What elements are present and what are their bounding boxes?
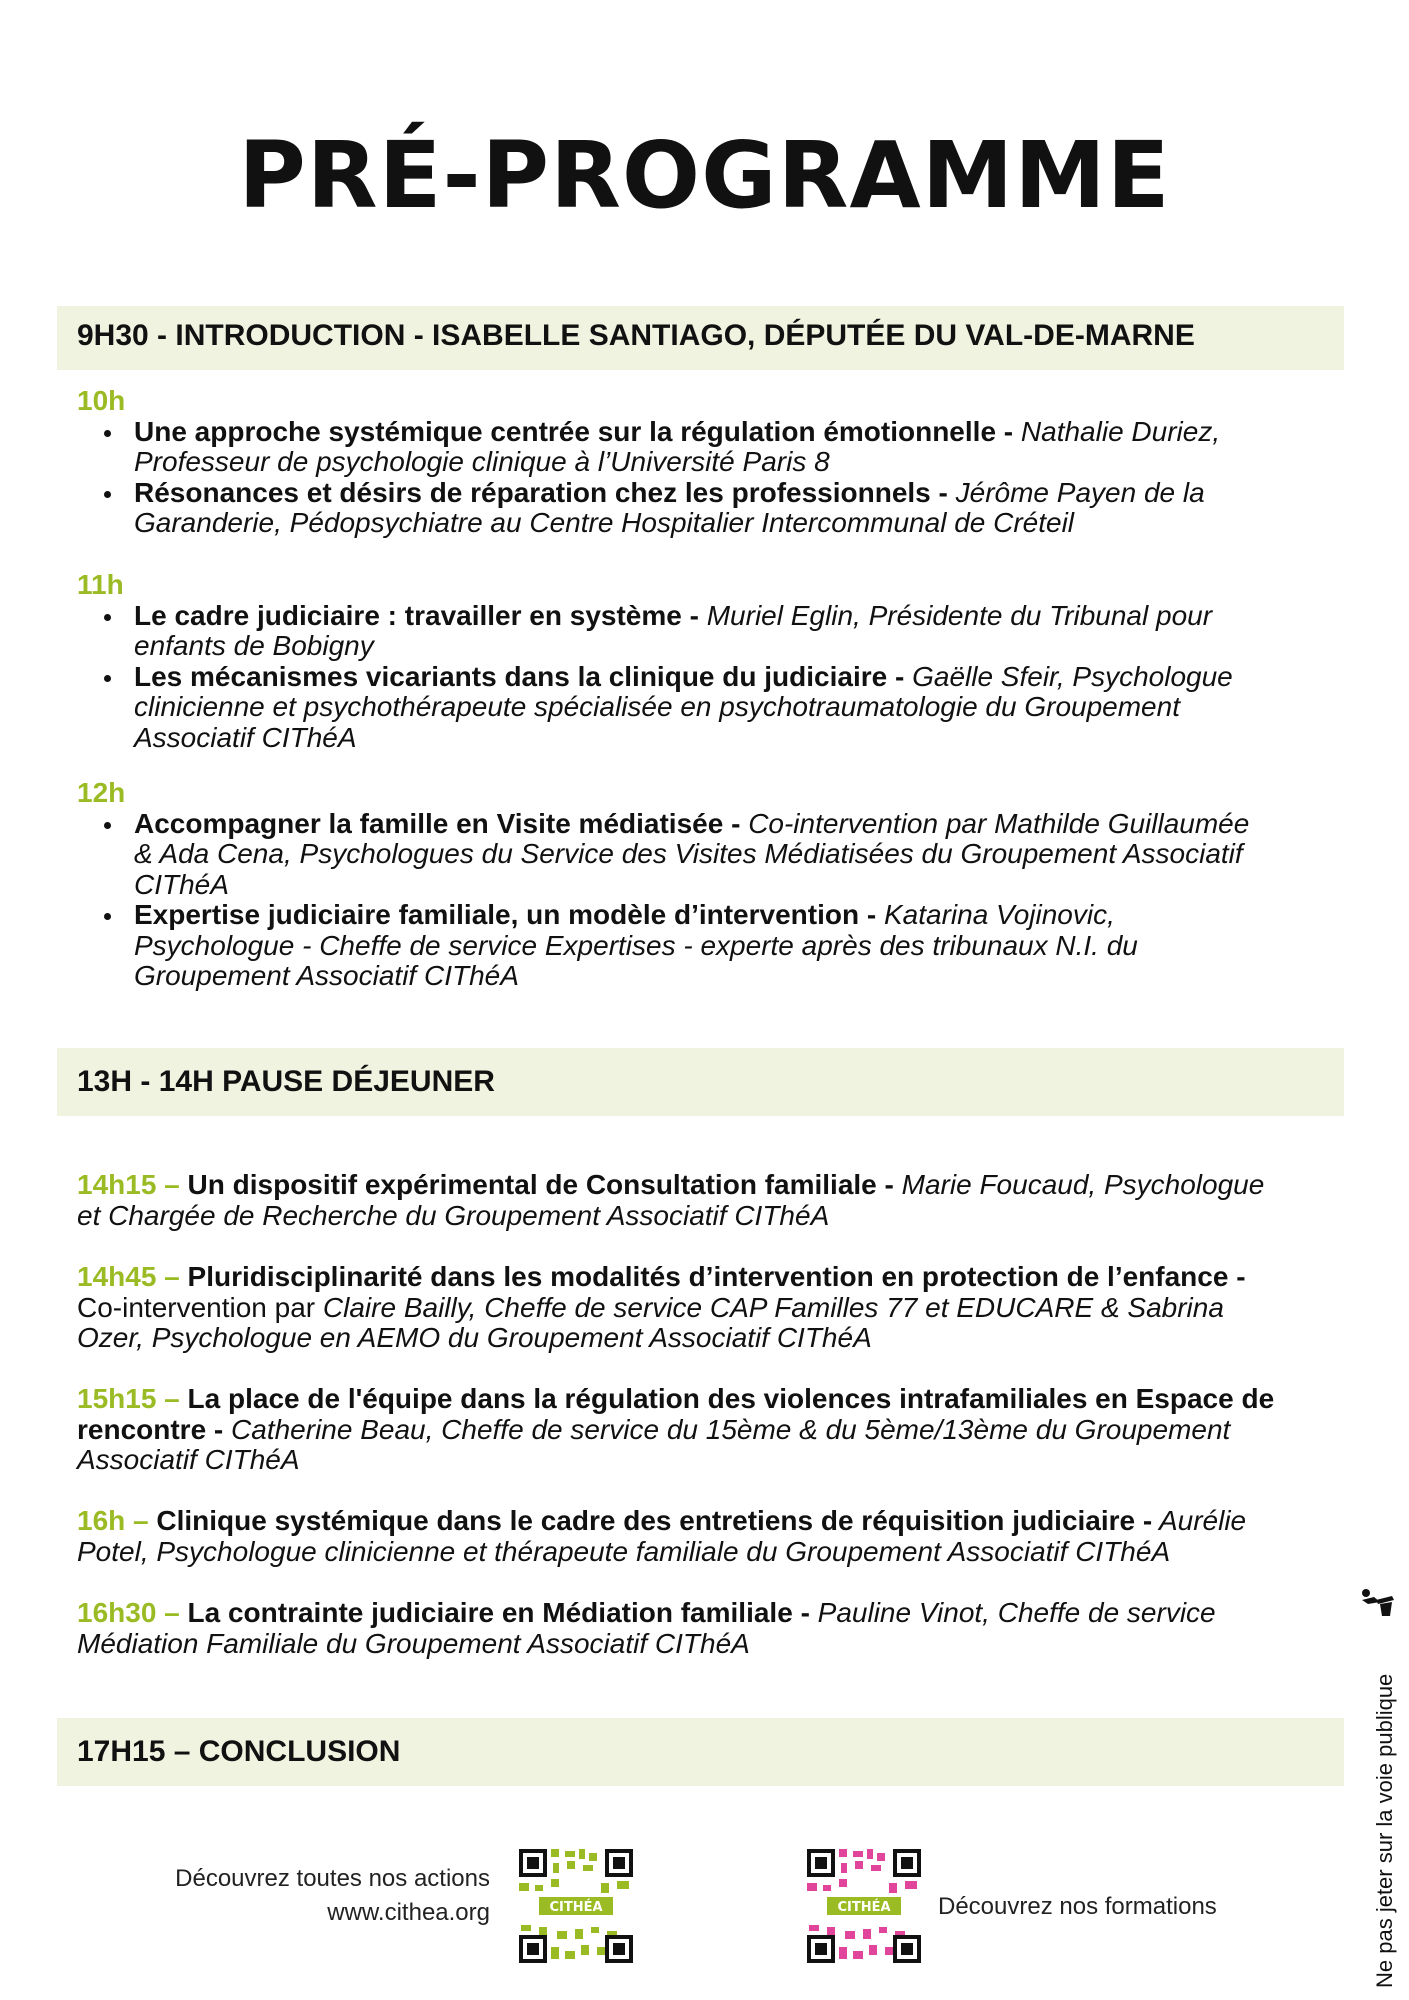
qr-code-formations[interactable] — [805, 1847, 923, 1965]
list-item: Accompagner la famille en Visite médiatisée - Co-intervention par Mathilde Guillaumée & Ada Cena, Psychologues du Service des Visites Médiatisées du Groupement Associatif CIThéA — [77, 809, 1347, 901]
talk-16h30: 16h30 – La contrainte judiciaire en Médiation familiale - Pauline Vinot, Cheffe de service Médiation Familiale du Groupement Associatif CIThéA — [77, 1597, 1216, 1659]
session-11h — [77, 570, 1347, 753]
qr-label: CITHÉA — [837, 1900, 891, 1915]
list-item: Les mécanismes vicariants dans la clinique du judiciaire - Gaëlle Sfeir, Psychologue clinicienne et psychothérapeute spécialisée en psychotraumatologie du Groupement Associatif CIThéA — [77, 662, 1347, 754]
intro-band-text: 9H30 - INTRODUCTION - ISABELLE SANTIAGO, DÉPUTÉE DU VAL-DE-MARNE — [77, 319, 1195, 352]
session-time: 11h — [77, 569, 124, 600]
session-time: 12h — [77, 777, 126, 808]
conclusion-band-text: 17H15 – CONCLUSION — [77, 1735, 401, 1768]
list-item: Le cadre judiciaire : travailler en système - Muriel Eglin, Présidente du Tribunal pour enfants de Bobigny — [77, 601, 1347, 662]
footer-left-text: Découvrez toutes nos actions www.cithea.org — [130, 1862, 490, 1930]
session-12h — [77, 778, 1347, 992]
intro-band — [57, 306, 1344, 370]
list-item: Expertise judiciaire familiale, un modèle d’intervention - Katarina Vojinovic, Psychologue - Cheffe de service Expertises - experte après des tribunaux N.I. du Groupement Associatif CIThéA — [77, 900, 1347, 992]
list-item: Résonances et désirs de réparation chez les professionnels - Jérôme Payen de la Garanderie, Pédopsychiatre au Centre Hospitalier Intercommunal de Créteil — [77, 478, 1347, 539]
qr-code-actions[interactable] — [517, 1847, 635, 1965]
lunch-band-text: 13H - 14H PAUSE DÉJEUNER — [77, 1065, 495, 1098]
talk-16h: 16h – Clinique systémique dans le cadre des entretiens de réquisition judiciaire - Aurélie Potel, Psychologue clinicienne et thérapeute familiale du Groupement Associatif CIThéA — [77, 1505, 1247, 1567]
page-title: PRÉ-PROGRAMME — [238, 122, 1171, 229]
footer-right-text: Découvrez nos formations — [938, 1893, 1217, 1920]
list-item: Une approche systémique centrée sur la régulation émotionnelle - Nathalie Duriez, Professeur de psychologie clinique à l’Université Paris 8 — [77, 417, 1347, 478]
talk-14h45: 14h45 – Pluridisciplinarité dans les modalités d’intervention en protection de l’enfance - Co-intervention par Claire Bailly, Cheffe de service CAP Familles 77 et EDUCARE & Sabrina Ozer, Psychologue en AEMO du Groupement Associatif CIThéA — [77, 1261, 1246, 1353]
qr-label: CITHÉA — [549, 1900, 603, 1915]
conclusion-band — [57, 1718, 1344, 1786]
disposal-notice: Ne pas jeter sur la voie publique — [1372, 1673, 1397, 1988]
website-link[interactable]: www.cithea.org — [327, 1899, 490, 1926]
talk-15h15: 15h15 – La place de l'équipe dans la régulation des violences intrafamiliales en Espace de rencontre - Catherine Beau, Cheffe de service du 15ème & du 5ème/13ème du Groupement Associatif CIThéA — [77, 1383, 1275, 1475]
session-10h — [77, 386, 1347, 539]
trash-bin-icon — [1358, 1588, 1396, 1618]
talk-14h15: 14h15 – Un dispositif expérimental de Consultation familiale - Marie Foucaud, Psychologue et Chargée de Recherche du Groupement Associatif CIThéA — [77, 1169, 1265, 1231]
session-time: 10h — [77, 385, 126, 416]
lunch-band — [57, 1048, 1344, 1116]
